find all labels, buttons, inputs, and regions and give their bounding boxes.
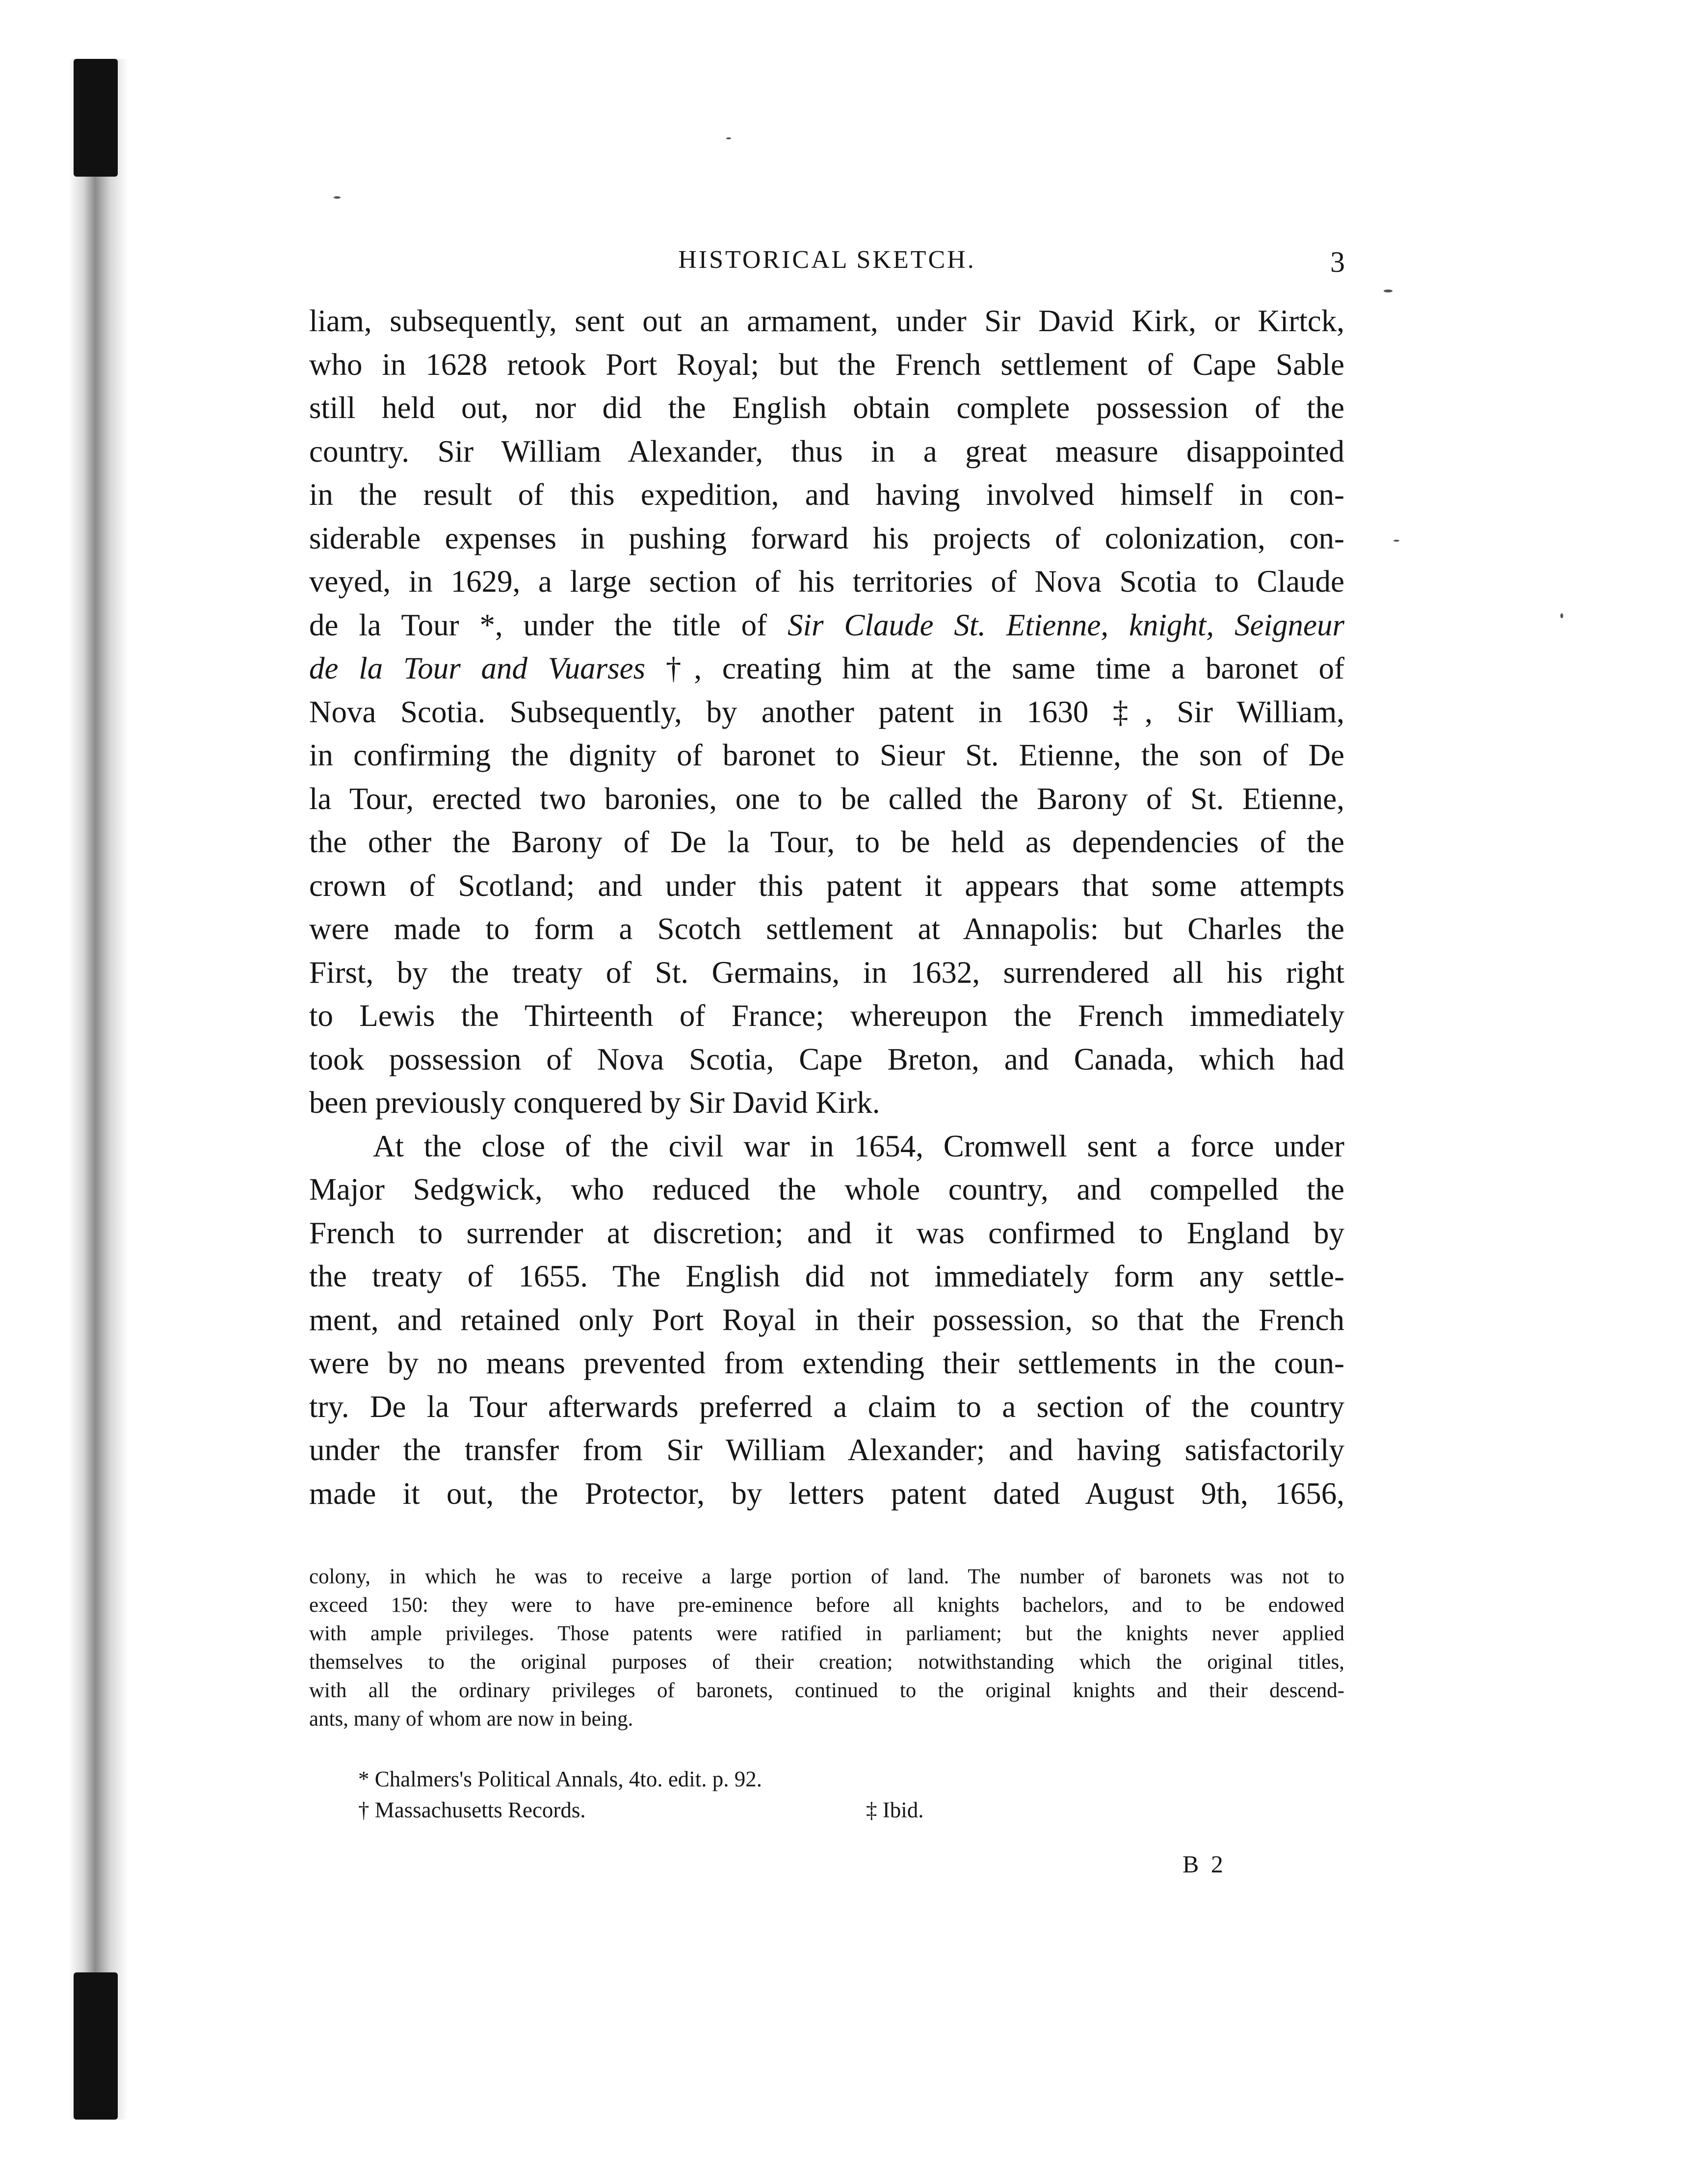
text-run: †, creating him at the same time a baronet of — [645, 651, 1344, 685]
binding-edge-mark — [74, 1972, 118, 2120]
text-line: crown of Scotland; and under this patent it appears that some attempts — [309, 868, 1344, 903]
text-line: ment, and retained only Port Royal in their possession, so that the French — [309, 1302, 1344, 1337]
text-line: liam, subsequently, sent out an armament, under Sir David Kirk, or Kirtck, — [309, 304, 1344, 338]
text-line: in confirming the dignity of baronet to Sieur St. Etienne, the son of De — [309, 738, 1344, 772]
page-header — [309, 245, 1345, 280]
ink-speck — [1393, 540, 1399, 542]
footnote-star: * Chalmers's Political Annals, 4to. edit. p. 92. — [358, 1767, 762, 1791]
italic-title: Sir Claude St. Etienne, knight, Seigneur — [788, 607, 1345, 642]
text-line: took possession of Nova Scotia, Cape Breton, and Canada, which had — [309, 1042, 1344, 1076]
footnote-dagger: † Massachusetts Records. — [358, 1798, 586, 1822]
text-run: de la Tour *, under the title of — [309, 607, 788, 642]
text-line: were made to form a Scotch settlement at Annapolis: but Charles the — [309, 912, 1344, 946]
text-line: French to surrender at discretion; and it was confirmed to England by — [309, 1215, 1344, 1250]
footnote-continuation — [309, 1563, 1344, 1733]
text-line: under the transfer from Sir William Alexander; and having satisfactorily — [309, 1433, 1344, 1467]
text-line: First, by the treaty of St. Germains, in 1632, surrendered all his right — [309, 955, 1344, 990]
running-head: HISTORICAL SKETCH. — [678, 246, 976, 274]
footnote-line: with ample privileges. Those patents were ratified in parliament; but the knights never applied — [309, 1622, 1344, 1645]
text-line: to Lewis the Thirteenth of France; whereupon the French immediately — [309, 998, 1344, 1033]
footnote-line: exceed 150: they were to have pre-eminence before all knights bachelors, and to be endowed — [309, 1594, 1344, 1617]
footnote-double-dagger: ‡ Ibid. — [866, 1798, 924, 1822]
italic-title: de la Tour and Vuarses — [309, 651, 646, 685]
footnote-line: themselves to the original purposes of their creation; notwithstanding which the original titles, — [309, 1651, 1344, 1674]
text-line: the other the Barony of De la Tour, to be held as dependencies of the — [309, 825, 1344, 859]
text-line: made it out, the Protector, by letters patent dated August 9th, 1656, — [309, 1476, 1344, 1511]
footnote-line: with all the ordinary privileges of baronets, continued to the original knights and their descend- — [309, 1679, 1344, 1702]
binding-edge-mark — [74, 59, 118, 177]
ink-speck — [1384, 289, 1393, 292]
text-line: At the close of the civil war in 1654, Cromwell sent a force under — [373, 1128, 1344, 1163]
binding-edge-shadow — [69, 59, 128, 2120]
text-line: la Tour, erected two baronies, one to be called the Barony of St. Etienne, — [309, 781, 1344, 816]
text-line: Nova Scotia. Subsequently, by another patent in 1630 ‡, Sir William, — [309, 694, 1344, 729]
ink-speck — [1560, 613, 1563, 618]
footnote-line: ants, many of whom are now in being. — [309, 1707, 633, 1731]
text-line: country. Sir William Alexander, thus in a great measure disappointed — [309, 434, 1344, 469]
text-line: the treaty of 1655. The English did not immediately form any settle- — [309, 1259, 1344, 1293]
text-line: try. De la Tour afterwards preferred a claim to a section of the country — [309, 1389, 1344, 1424]
text-line — [309, 647, 1344, 690]
text-line: were by no means prevented from extending their settlements in the coun- — [309, 1346, 1344, 1380]
paragraph-2 — [309, 1125, 1344, 1516]
text-line: still held out, nor did the English obtain complete possession of the — [309, 391, 1344, 425]
text-line: been previously conquered by Sir David Kirk. — [309, 1085, 880, 1120]
page-number: 3 — [1330, 246, 1345, 278]
ink-speck — [726, 137, 731, 139]
text-line: in the result of this expedition, and having involved himself in con- — [309, 477, 1344, 512]
paragraph-1 — [309, 299, 1344, 1125]
text-line: Major Sedgwick, who reduced the whole country, and compelled the — [309, 1172, 1344, 1207]
text-line: siderable expenses in pushing forward his projects of colonization, con- — [309, 521, 1344, 555]
main-text — [309, 299, 1344, 1515]
footnote-line: colony, in which he was to receive a large portion of land. The number of baronets was not to — [309, 1565, 1344, 1588]
footnote-references — [358, 1764, 1340, 1822]
text-line: veyed, in 1629, a large section of his territories of Nova Scotia to Claude — [309, 564, 1344, 599]
ink-speck — [334, 196, 341, 199]
text-line — [309, 603, 1344, 647]
text-line: who in 1628 retook Port Royal; but the French settlement of Cape Sable — [309, 347, 1344, 382]
signature-mark: B 2 — [1182, 1850, 1226, 1878]
